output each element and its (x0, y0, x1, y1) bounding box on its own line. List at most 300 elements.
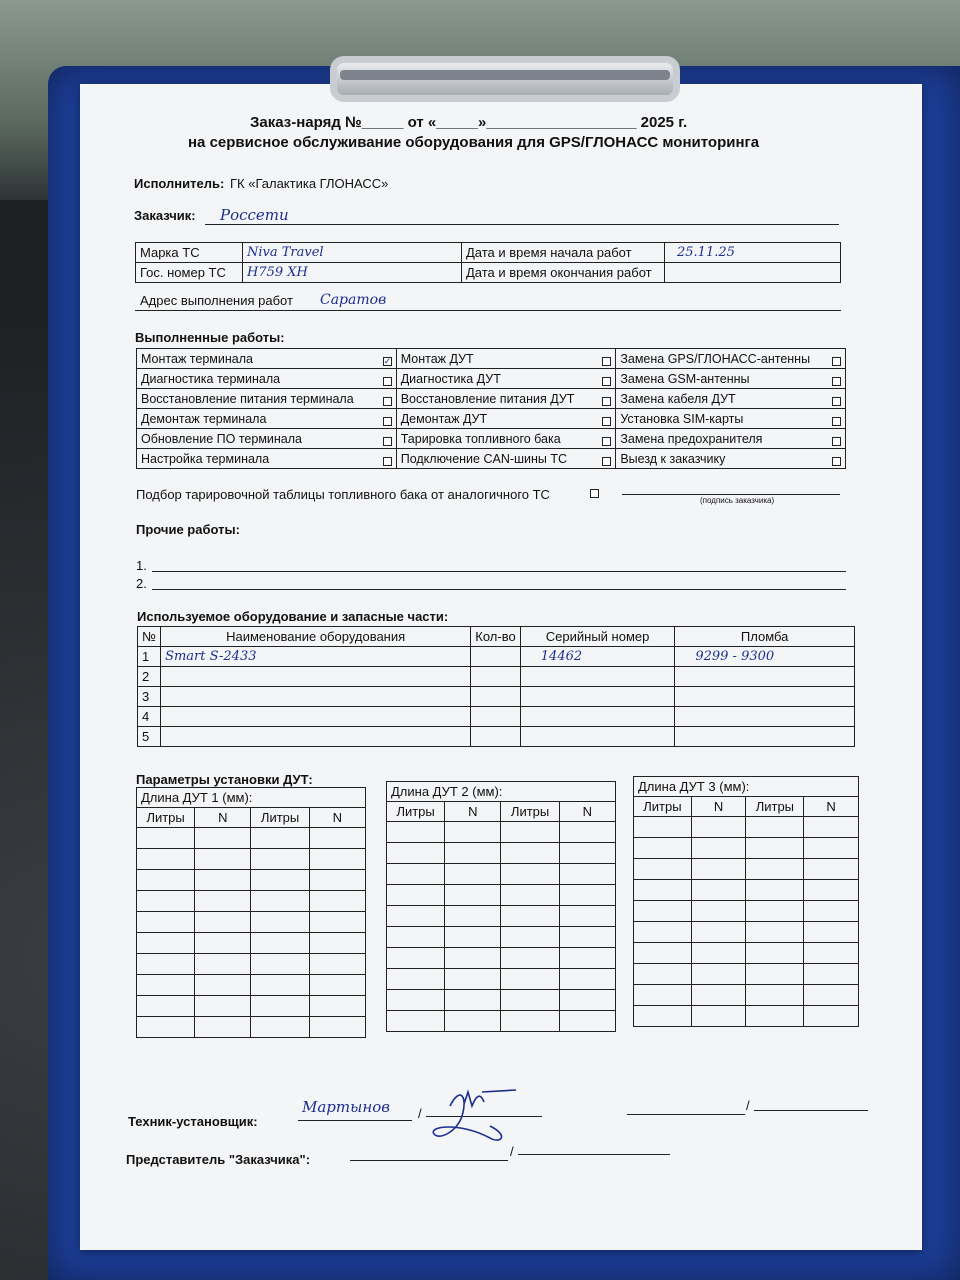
dut-cell (251, 954, 309, 975)
table-row (138, 667, 855, 687)
dut-cell (501, 969, 559, 990)
equipment-cell: 1 (138, 647, 161, 667)
dut-cell (137, 849, 195, 870)
table-row (387, 843, 616, 864)
customer-label: Заказчик: (134, 208, 196, 223)
dut-cell (691, 922, 746, 943)
work-item (396, 429, 616, 449)
equipment-cell: 9299 - 9300 (675, 647, 855, 667)
dut-cell (691, 1006, 746, 1027)
dut-cell (137, 891, 195, 912)
work-item (396, 349, 616, 369)
dut-cell (387, 822, 445, 843)
equipment-cell (471, 707, 521, 727)
dut-cell (746, 880, 804, 901)
work-item-checkbox[interactable] (602, 417, 611, 426)
work-item-label: Обновление ПО терминала (141, 431, 302, 446)
dut-cell (804, 964, 859, 985)
end-value (665, 263, 841, 283)
dut-cell (559, 864, 615, 885)
dut-header-cell: N (309, 808, 365, 828)
other-work-2-line (152, 589, 846, 590)
dut-cell (559, 990, 615, 1011)
dut-cell (387, 906, 445, 927)
work-item (616, 429, 846, 449)
dut-cell (634, 943, 692, 964)
dut-cell (445, 864, 501, 885)
work-item-label: Установка SIM-карты (620, 411, 744, 426)
table-row (387, 864, 616, 885)
dut-cell (387, 885, 445, 906)
dut-cell (195, 891, 251, 912)
extra-signature-line-1 (627, 1114, 745, 1115)
table-row (634, 880, 859, 901)
dut-cell (559, 927, 615, 948)
dut-cell (137, 912, 195, 933)
dut-cell (559, 1011, 615, 1032)
dut-cell (501, 843, 559, 864)
equipment-cell (471, 667, 521, 687)
dut-table-1 (136, 787, 366, 1038)
equipment-cell (471, 687, 521, 707)
dut-cell (251, 996, 309, 1017)
work-item-checkbox[interactable] (383, 397, 392, 406)
table-row (137, 891, 366, 912)
dut-cell (804, 859, 859, 880)
work-item (396, 449, 616, 469)
dut-header-cell: N (559, 802, 615, 822)
work-item-label: Подключение CAN-шины ТС (400, 451, 568, 466)
dut-cell (309, 996, 365, 1017)
dut-cell (137, 954, 195, 975)
work-item-label: Монтаж терминала (141, 351, 253, 366)
works-title: Выполненные работы: (135, 330, 285, 345)
customer-rep-label: Представитель "Заказчика": (126, 1152, 311, 1167)
table-row (634, 943, 859, 964)
dut-cell (634, 1006, 692, 1027)
work-item (396, 389, 616, 409)
signature-caption: (подпись заказчика) (700, 496, 775, 505)
table-row (387, 927, 616, 948)
dut-cell (251, 933, 309, 954)
dut-cell (445, 927, 501, 948)
equipment-cell: 5 (138, 727, 161, 747)
work-item-checkbox[interactable] (832, 437, 841, 446)
dut-header-cell: N (445, 802, 501, 822)
dut-cell (387, 864, 445, 885)
dut-cell (691, 985, 746, 1006)
work-item-checkbox[interactable] (383, 437, 392, 446)
dut-cell (501, 948, 559, 969)
dut-cell (691, 964, 746, 985)
technician-name: Мартынов (302, 1098, 390, 1116)
equipment-cell: Smart S-2433 (161, 647, 471, 667)
equipment-cell (520, 727, 675, 747)
dut-cell (137, 870, 195, 891)
dut-table-3 (633, 776, 859, 1027)
dut-cell (691, 880, 746, 901)
work-item-label: Диагностика терминала (141, 371, 281, 386)
dut-header-cell: N (195, 808, 251, 828)
work-item-label: Восстановление питания терминала (141, 391, 354, 406)
dut-cell (251, 870, 309, 891)
work-item-label: Замена кабеля ДУТ (620, 391, 736, 406)
dut-header-cell: Литры (634, 797, 692, 817)
equipment-cell (520, 667, 675, 687)
dut-cell (804, 817, 859, 838)
equipment-cell: 3 (138, 687, 161, 707)
table-row (634, 901, 859, 922)
customer-value: Россети (220, 206, 289, 224)
works-row (137, 449, 846, 469)
dut-header-cell: Литры (501, 802, 559, 822)
dut-header-cell: Литры (746, 797, 804, 817)
equipment-header-cell: Пломба (675, 627, 855, 647)
table-row (634, 922, 859, 943)
dut-cell (445, 885, 501, 906)
dut-header-cell: N (691, 797, 746, 817)
table-row (137, 975, 366, 996)
work-item-label: Демонтаж терминала (141, 411, 267, 426)
work-item-label: Замена GSM-антенны (620, 371, 750, 386)
work-item-label: Восстановление питания ДУТ (400, 391, 575, 406)
dut-cell (501, 1011, 559, 1032)
table-row (138, 647, 855, 667)
table-row (137, 849, 366, 870)
table-row (138, 707, 855, 727)
executor-value: ГК «Галактика ГЛОНАСС» (230, 176, 389, 191)
works-row (137, 349, 846, 369)
dut-cell (445, 990, 501, 1011)
dut-cell (251, 912, 309, 933)
dut-cell (251, 975, 309, 996)
dut-cell (804, 922, 859, 943)
table-row (387, 906, 616, 927)
clipboard-clip-bar (340, 70, 670, 80)
extra-slash: / (746, 1098, 750, 1113)
dut-cell (501, 885, 559, 906)
dut-cell (251, 849, 309, 870)
technician-slash: / (418, 1106, 422, 1121)
work-item-checkbox[interactable] (832, 397, 841, 406)
work-item-checkbox[interactable] (832, 377, 841, 386)
dut-cell (387, 843, 445, 864)
dut-cell (137, 933, 195, 954)
dut-cell (251, 828, 309, 849)
plate-label: Гос. номер ТС (136, 263, 243, 283)
dut-caption: Длина ДУТ 2 (мм): (387, 782, 616, 802)
dut-cell (387, 1011, 445, 1032)
equipment-cell (161, 667, 471, 687)
executor-label: Исполнитель: (134, 176, 225, 191)
work-item (137, 429, 397, 449)
make-label: Марка ТС (136, 243, 243, 263)
calibration-text: Подбор тарировочной таблицы топливного бака от аналогичного ТС (136, 487, 550, 502)
dut-cell (634, 901, 692, 922)
other-work-2: 2. (136, 576, 147, 591)
works-table (136, 348, 846, 469)
dut-cell (137, 828, 195, 849)
customer-line (205, 224, 839, 225)
dut-cell (691, 838, 746, 859)
dut-cell (445, 906, 501, 927)
dut-cell (804, 985, 859, 1006)
equipment-cell (161, 707, 471, 727)
dut-cell (445, 822, 501, 843)
customer-rep-line-2 (518, 1154, 670, 1155)
dut-cell (691, 943, 746, 964)
work-item (616, 449, 846, 469)
dut-cell (501, 906, 559, 927)
work-item (616, 369, 846, 389)
work-item (137, 369, 397, 389)
dut-cell (804, 901, 859, 922)
dut-cell (445, 843, 501, 864)
dut-header-cell: Литры (137, 808, 195, 828)
equipment-cell (520, 707, 675, 727)
dut-cell (559, 885, 615, 906)
works-row (137, 369, 846, 389)
works-row (137, 409, 846, 429)
dut-header-cell: N (804, 797, 859, 817)
dut-cell (251, 891, 309, 912)
equipment-table (137, 626, 855, 747)
technician-name-line (298, 1120, 412, 1121)
dut-cell (309, 828, 365, 849)
table-row (387, 969, 616, 990)
table-row (387, 948, 616, 969)
dut-caption: Длина ДУТ 1 (мм): (137, 788, 366, 808)
table-row (387, 1011, 616, 1032)
work-item (616, 349, 846, 369)
document-title: Заказ-наряд №_____ от «_____»__________________ 2025 г. (250, 114, 688, 131)
work-item-checkbox[interactable] (602, 377, 611, 386)
dut-cell (559, 948, 615, 969)
dut-cell (309, 891, 365, 912)
equipment-cell (471, 727, 521, 747)
table-row (137, 933, 366, 954)
table-row (137, 912, 366, 933)
equipment-cell: 14462 (520, 647, 675, 667)
dut-cell (501, 822, 559, 843)
dut-cell (501, 864, 559, 885)
dut-cell (691, 859, 746, 880)
work-item-checkbox[interactable] (832, 357, 841, 366)
dut-cell (387, 990, 445, 1011)
dut-cell (137, 1017, 195, 1038)
dut-cell (195, 1017, 251, 1038)
end-label: Дата и время окончания работ (462, 263, 665, 283)
dut-cell (559, 969, 615, 990)
work-order-document (80, 84, 922, 1250)
equipment-header-row (138, 627, 855, 647)
start-label: Дата и время начала работ (462, 243, 665, 263)
work-item (396, 369, 616, 389)
dut-cell (195, 828, 251, 849)
dut-cell (445, 948, 501, 969)
dut-cell (746, 922, 804, 943)
dut-cell (195, 975, 251, 996)
table-row (634, 859, 859, 880)
work-item-checkbox[interactable] (602, 397, 611, 406)
work-item-checkbox[interactable] (832, 457, 841, 466)
works-row (137, 429, 846, 449)
dut-cell (804, 943, 859, 964)
table-row (138, 727, 855, 747)
table-row (137, 1017, 366, 1038)
other-works-title: Прочие работы: (136, 522, 240, 537)
work-item-label: Монтаж ДУТ (400, 351, 474, 366)
dut-cell (559, 843, 615, 864)
work-item (137, 449, 397, 469)
equipment-cell (161, 727, 471, 747)
dut-cell (195, 954, 251, 975)
equipment-cell: 4 (138, 707, 161, 727)
equipment-cell (675, 727, 855, 747)
dut-cell (634, 817, 692, 838)
work-item-label: Диагностика ДУТ (400, 371, 501, 386)
dut-cell (634, 922, 692, 943)
dut-cell (634, 964, 692, 985)
equipment-cell (520, 687, 675, 707)
dut-cell (634, 880, 692, 901)
table-row (137, 996, 366, 1017)
start-value: 25.11.25 (665, 243, 841, 263)
dut-cell (634, 985, 692, 1006)
extra-signature-line-2 (754, 1110, 868, 1111)
dut-cell (445, 969, 501, 990)
dut-cell (746, 985, 804, 1006)
work-item (616, 409, 846, 429)
work-item-label: Настройка терминала (141, 451, 270, 466)
technician-label: Техник-установщик: (128, 1114, 258, 1129)
dut-cell (445, 1011, 501, 1032)
work-item-checkbox[interactable] (383, 377, 392, 386)
work-item (616, 389, 846, 409)
table-row (387, 885, 616, 906)
dut-cell (195, 849, 251, 870)
dut-cell (804, 1006, 859, 1027)
dut-cell (634, 859, 692, 880)
table-row (634, 838, 859, 859)
dut-cell (309, 954, 365, 975)
vehicle-table (135, 242, 841, 283)
dut-cell (804, 880, 859, 901)
equipment-cell (675, 707, 855, 727)
dut-cell (559, 822, 615, 843)
dut-title: Параметры установки ДУТ: (136, 772, 313, 787)
equipment-cell (471, 647, 521, 667)
dut-header-cell: Литры (387, 802, 445, 822)
work-item (396, 409, 616, 429)
work-item-checkbox[interactable]: ✓ (383, 355, 392, 366)
table-row (387, 990, 616, 1011)
dut-cell (691, 817, 746, 838)
equipment-cell (161, 687, 471, 707)
dut-cell (137, 975, 195, 996)
dut-cell (195, 912, 251, 933)
dut-cell (691, 901, 746, 922)
table-row (137, 954, 366, 975)
dut-cell (309, 975, 365, 996)
customer-rep-slash: / (510, 1144, 514, 1159)
dut-cell (309, 849, 365, 870)
dut-cell (746, 859, 804, 880)
dut-cell (501, 990, 559, 1011)
dut-cell (634, 838, 692, 859)
dut-cell (309, 933, 365, 954)
equipment-cell (675, 687, 855, 707)
dut-cell (804, 838, 859, 859)
work-item-checkbox[interactable] (832, 417, 841, 426)
equipment-title: Используемое оборудование и запасные части: (137, 609, 449, 624)
work-item-checkbox[interactable] (383, 457, 392, 466)
table-row (387, 822, 616, 843)
work-item-label: Замена GPS/ГЛОНАСС-антенны (620, 351, 811, 366)
work-item (137, 409, 397, 429)
other-work-1-line (152, 571, 846, 572)
customer-rep-line-1 (350, 1160, 508, 1161)
work-item-label: Выезд к заказчику (620, 451, 726, 466)
dut-cell (559, 906, 615, 927)
equipment-header-cell: Серийный номер (520, 627, 675, 647)
other-work-1: 1. (136, 558, 147, 573)
dut-cell (309, 870, 365, 891)
dut-cell (746, 901, 804, 922)
address-label: Адрес выполнения работ (140, 293, 293, 308)
work-item-label: Демонтаж ДУТ (400, 411, 488, 426)
dut-cell (195, 933, 251, 954)
work-item (137, 349, 397, 369)
work-item-checkbox[interactable] (602, 357, 611, 366)
calibration-signature-line (622, 494, 840, 495)
table-row (634, 964, 859, 985)
dut-cell (309, 1017, 365, 1038)
document-subtitle: на сервисное обслуживание оборудования для GPS/ГЛОНАСС мониторинга (188, 134, 760, 151)
calibration-checkbox[interactable] (590, 489, 599, 498)
table-row (634, 1006, 859, 1027)
equipment-header-cell: Кол-во (471, 627, 521, 647)
make-value: Niva Travel (243, 243, 462, 263)
table-row (634, 985, 859, 1006)
dut-cell (309, 912, 365, 933)
dut-cell (746, 1006, 804, 1027)
work-item-label: Тарировка топливного бака (400, 431, 561, 446)
dut-cell (746, 817, 804, 838)
works-row (137, 389, 846, 409)
dut-cell (387, 969, 445, 990)
equipment-cell (675, 667, 855, 687)
table-row (634, 817, 859, 838)
address-line (135, 310, 841, 311)
dut-cell (746, 838, 804, 859)
dut-header-cell: Литры (251, 808, 309, 828)
dut-cell (195, 996, 251, 1017)
table-row (137, 870, 366, 891)
dut-cell (251, 1017, 309, 1038)
work-item-checkbox[interactable] (602, 457, 611, 466)
plate-value: Н759 ХН (243, 263, 462, 283)
dut-cell (501, 927, 559, 948)
work-item-checkbox[interactable] (602, 437, 611, 446)
equipment-header-cell: № (138, 627, 161, 647)
equipment-cell: 2 (138, 667, 161, 687)
dut-cell (387, 948, 445, 969)
dut-caption: Длина ДУТ 3 (мм): (634, 777, 859, 797)
work-item (137, 389, 397, 409)
work-item-checkbox[interactable] (383, 417, 392, 426)
dut-table-2 (386, 781, 616, 1032)
